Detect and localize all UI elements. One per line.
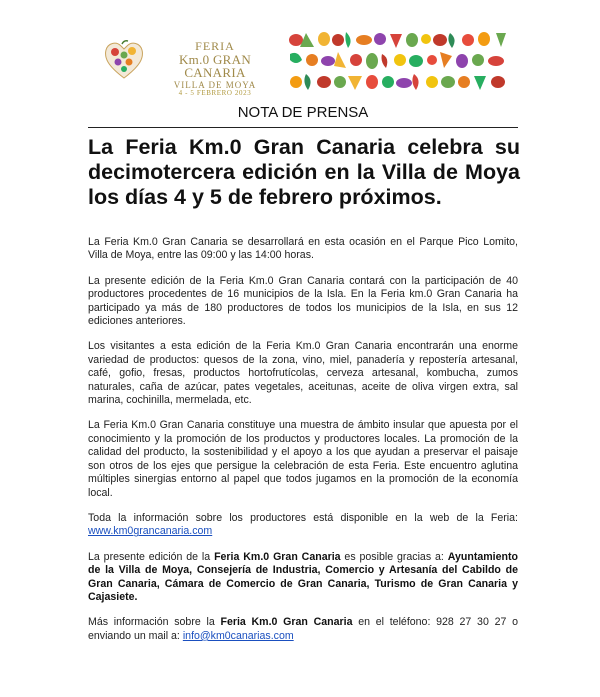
website-text: Toda la información sobre los productores está disponible en la web de la Feria: bbox=[88, 511, 518, 524]
fair-logo-text bbox=[150, 40, 280, 98]
press-release-title: La Feria Km.0 Gran Canaria celebra su decimotercera edición en la Villa de Moya los días 4 y 5 de febrero próximos. bbox=[88, 135, 520, 209]
contact-pre: Más información sobre la bbox=[88, 616, 221, 629]
logo-line-4: 4 - 5 FEBRERO 2023 bbox=[178, 89, 252, 98]
website-link[interactable]: www.km0grancanaria.com bbox=[88, 525, 213, 538]
logo-line-1: FERIA bbox=[195, 39, 235, 53]
press-release-body bbox=[88, 236, 518, 655]
paragraph-website bbox=[88, 512, 518, 539]
section-label: NOTA DE PRENSA bbox=[237, 104, 369, 121]
email-link[interactable]: info@km0canarias.com bbox=[182, 629, 294, 642]
paragraph-mission: La Feria Km.0 Gran Canaria constituye una muestra de ámbito insular que apuesta por el conocimiento y la promoción de los productos y productores locales. La promoción de la calidad del producto, la sostenibilidad y el apoyo a los que ayudan a preservar el paisaje son otros de los ejes que persigue la celebración de esta Feria. Este encuentro aglutina múltiples sinergias entorno al papel que todos jugamos en la promoción de la economía local. bbox=[88, 419, 518, 499]
paragraph-location: La Feria Km.0 Gran Canaria se desarrollará en esta ocasión en el Parque Pico Lomito, Villa de Moya, entre las 09:00 y las 14:00 horas. bbox=[88, 236, 518, 262]
page-header bbox=[0, 0, 600, 105]
header-divider bbox=[88, 127, 518, 128]
logo-line-3: VILLA DE MOYA bbox=[173, 79, 257, 90]
sponsors-mid: es posible gracias a: bbox=[340, 550, 448, 563]
paragraph-contact bbox=[88, 616, 518, 643]
heart-logo-icon bbox=[102, 38, 146, 82]
paragraph-products: Los visitantes a esta edición de la Feria Km.0 Gran Canaria encontrarán una enorme variedad de productos: quesos de la zona, vino, miel, panadería y repostería artesanal, café, gofio, fresas, productos hortofrutícolas, cerveza artesanal, kombucha, zumos naturales, caña de azúcar, pates vegetales, aceitunas, aceite de oliva virgen extra, sal marina, cochinilla, mermelada, etc. bbox=[88, 340, 518, 407]
sponsors-fair-name: Feria Km.0 Gran Canaria bbox=[214, 550, 341, 563]
paragraph-sponsors bbox=[88, 551, 518, 605]
contact-mid: en el teléfono: 928 27 30 27 o enviando un mail a: bbox=[88, 616, 518, 642]
logo-line-2: Km.0 GRAN CANARIA bbox=[178, 51, 252, 81]
contact-fair-name: Feria Km.0 Gran Canaria bbox=[220, 616, 353, 629]
vegetables-illustration-icon bbox=[286, 30, 510, 92]
sponsors-list: Ayuntamiento de la Villa de Moya, Consejería de Industria, Comercio y Artesanía del Cabildo de Gran Canaria, Cámara de Comercio de Gran Canaria, Turismo de Gran Canaria y Cajasiete. bbox=[88, 550, 518, 603]
paragraph-participants: La presente edición de la Feria Km.0 Gran Canaria contará con la participación de 40 productores procedentes de 16 municipios de la Isla. En la Feria km.0 Gran Canaria ha participado ya más de 180 productores de todos los municipios de la Isla, en sus 12 ediciones anteriores. bbox=[88, 274, 518, 328]
sponsors-pre: La presente edición de la bbox=[88, 550, 215, 563]
